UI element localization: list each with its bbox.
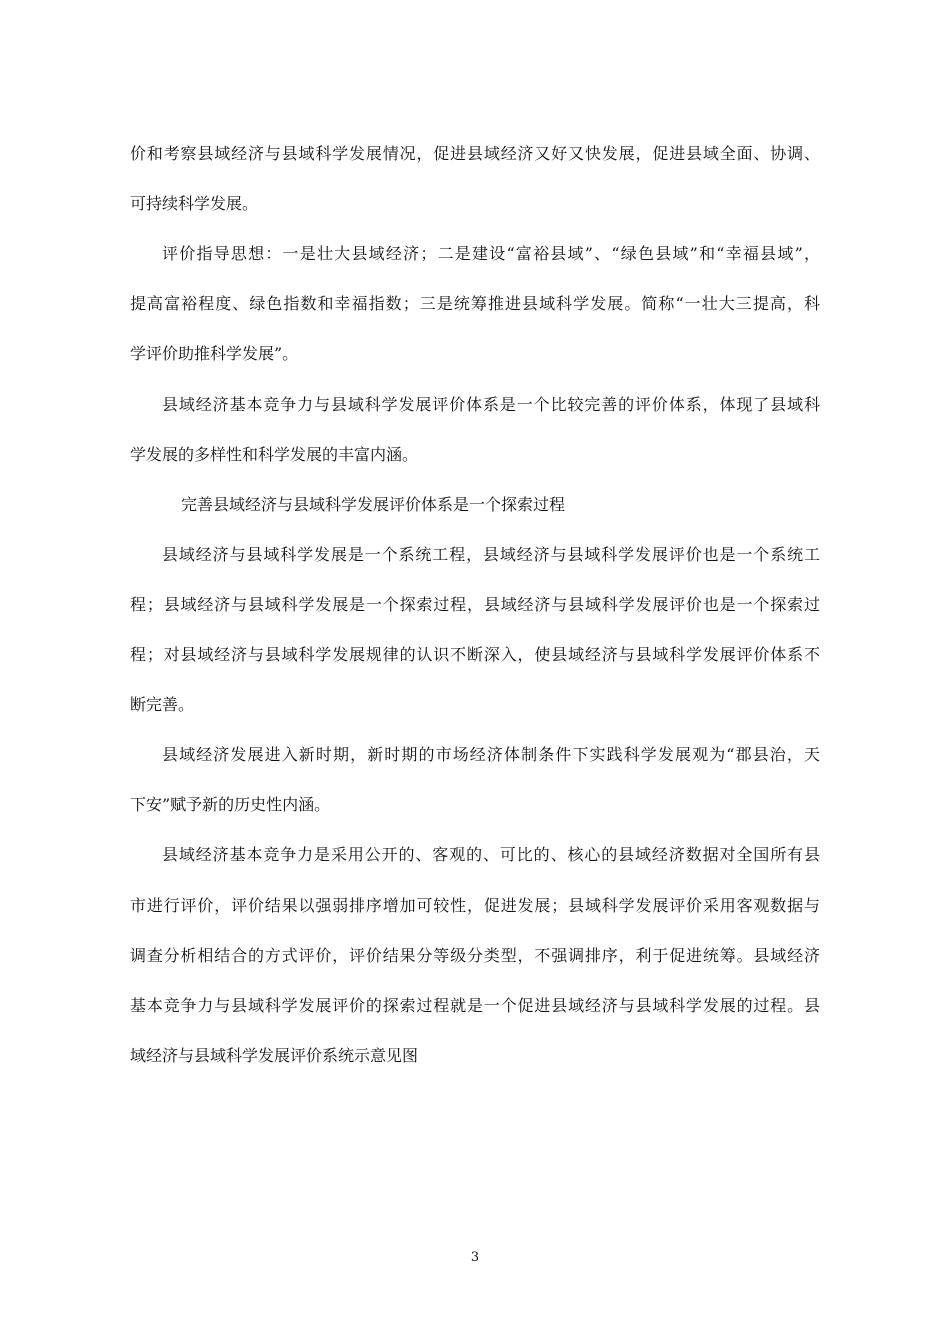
paragraph-line: 县域经济基本竞争力与县域科学发展评价体系是一个比较完善的评价体系，体现了县域科	[162, 395, 820, 414]
paragraph-line: 域经济与县域科学发展评价系统示意见图	[130, 1046, 419, 1065]
paragraph-line: 评价指导思想：一是壮大县域经济；二是建设“富裕县域”、“绿色县域”和“幸福县域”，	[162, 244, 820, 263]
paragraph-line: 学评价助推科学发展”。	[130, 344, 299, 363]
paragraph-line: 价和考察县域经济与县域科学发展情况，促进县域经济又好又快发展，促进县域全面、协调、	[130, 144, 820, 163]
page-number: 3	[470, 1250, 480, 1265]
paragraph-line: 学发展的多样性和科学发展的丰富内涵。	[130, 445, 419, 464]
paragraph-line: 可持续科学发展。	[130, 194, 259, 213]
paragraph-line: 基本竞争力与县域科学发展评价的探索过程就是一个促进县域经济与县域科学发展的过程。县	[130, 996, 820, 1015]
paragraph-line: 县域经济发展进入新时期，新时期的市场经济体制条件下实践科学发展观为“郡县治，天	[162, 745, 820, 764]
paragraph-line: 程；对县域经济与县域科学发展规律的认识不断深入，使县域经济与县域科学发展评价体系不	[130, 645, 820, 664]
paragraph-line: 县域经济基本竞争力是采用公开的、客观的、可比的、核心的县域经济数据对全国所有县	[162, 845, 820, 864]
section-heading: 完善县域经济与县域科学发展评价体系是一个探索过程	[181, 495, 566, 514]
paragraph-line: 调查分析相结合的方式评价，评价结果分等级分类型，不强调排序，利于促进统筹。县域经济	[130, 946, 820, 965]
paragraph-line: 提高富裕程度、绿色指数和幸福指数；三是统筹推进县域科学发展。简称“一壮大三提高，科	[130, 294, 820, 313]
paragraph-line: 断完善。	[130, 695, 195, 714]
paragraph-line: 市进行评价，评价结果以强弱排序增加可较性，促进发展；县域科学发展评价采用客观数据与	[130, 896, 820, 915]
paragraph-line: 县域经济与县域科学发展是一个系统工程，县域经济与县域科学发展评价也是一个系统工	[162, 545, 820, 564]
paragraph-line: 下安”赋予新的历史性内涵。	[130, 795, 331, 814]
paragraph-line: 程；县域经济与县域科学发展是一个探索过程，县域经济与县域科学发展评价也是一个探索过	[130, 595, 820, 614]
